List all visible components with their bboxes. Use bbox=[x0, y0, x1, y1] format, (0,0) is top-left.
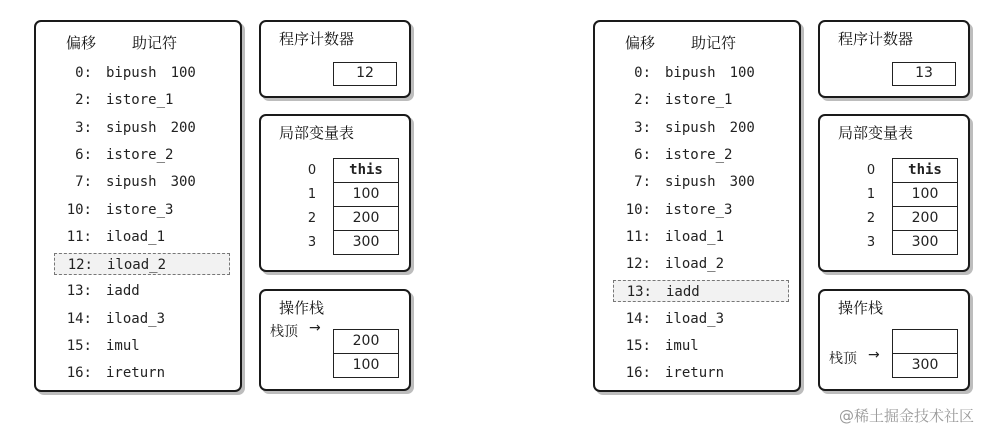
instruction-op bbox=[665, 308, 724, 330]
offset-header: 偏移 bbox=[66, 34, 97, 52]
instruction-row bbox=[54, 62, 230, 84]
mnemonic-header: 助记符 bbox=[691, 34, 737, 52]
local-slot: 200 bbox=[892, 206, 958, 231]
instruction-offset: 15: bbox=[625, 338, 651, 354]
offset-header: 偏移 bbox=[625, 34, 656, 52]
instruction-row bbox=[54, 362, 230, 384]
mnemonic-header: 助记符 bbox=[132, 34, 178, 52]
pc-panel bbox=[818, 20, 970, 98]
instruction-mnemonic: bipush bbox=[106, 65, 157, 81]
instruction-row bbox=[54, 117, 230, 139]
local-slot: 100 bbox=[892, 182, 958, 207]
instruction-row bbox=[613, 62, 789, 84]
instruction-mnemonic: iload_1 bbox=[106, 228, 166, 245]
instruction-row bbox=[54, 199, 230, 221]
locals-panel bbox=[818, 114, 970, 272]
instruction-op bbox=[106, 144, 173, 166]
instruction-offset: 3: bbox=[634, 119, 651, 136]
instruction-row bbox=[54, 335, 230, 357]
instruction-op bbox=[106, 308, 165, 330]
pc-value: 12 bbox=[333, 62, 397, 86]
instruction-offset: 16: bbox=[625, 365, 651, 382]
stack-slot: 300 bbox=[892, 353, 958, 378]
instruction-offset: 13: bbox=[626, 284, 652, 301]
locals-title: 局部变量表 bbox=[279, 124, 355, 142]
instruction-arg: 300 bbox=[170, 174, 196, 191]
stack-title: 操作栈 bbox=[279, 299, 325, 317]
instruction-op bbox=[106, 62, 196, 84]
instruction-offset: 12: bbox=[625, 256, 651, 273]
arrow-icon: → bbox=[868, 347, 880, 363]
stack-slot: 100 bbox=[333, 353, 399, 378]
instruction-offset: 13: bbox=[66, 283, 92, 300]
instruction-arg: 200 bbox=[170, 119, 196, 136]
instruction-op bbox=[665, 117, 755, 139]
stack-top-label: 栈顶 bbox=[270, 324, 298, 340]
instruction-offset: 10: bbox=[66, 201, 92, 218]
locals-title: 局部变量表 bbox=[838, 124, 914, 142]
instruction-offset: 10: bbox=[625, 201, 651, 218]
instruction-arg: 100 bbox=[729, 65, 755, 81]
instruction-offset: 11: bbox=[66, 228, 92, 245]
stack-slot: 200 bbox=[333, 329, 399, 354]
instruction-mnemonic: iload_1 bbox=[665, 228, 725, 245]
local-index: 0 bbox=[307, 163, 317, 178]
instruction-op bbox=[106, 226, 165, 248]
instruction-op bbox=[665, 62, 755, 84]
instruction-offset: 14: bbox=[625, 310, 651, 327]
watermark: @稀土掘金技术社区 bbox=[838, 407, 974, 425]
instruction-mnemonic: ireturn bbox=[665, 365, 725, 382]
instruction-row bbox=[613, 253, 789, 275]
instruction-offset: 2: bbox=[634, 92, 651, 109]
current-instruction-row bbox=[54, 253, 230, 275]
instruction-row bbox=[613, 199, 789, 221]
instruction-row bbox=[54, 144, 230, 166]
local-index: 0 bbox=[866, 163, 876, 178]
local-index: 1 bbox=[307, 187, 317, 202]
instruction-mnemonic: iload_3 bbox=[106, 310, 166, 327]
instruction-mnemonic: istore_1 bbox=[665, 92, 733, 109]
instruction-offset: 3: bbox=[75, 119, 92, 136]
instruction-arg: 100 bbox=[170, 65, 196, 81]
local-slot: 200 bbox=[333, 206, 399, 231]
instruction-mnemonic: iload_3 bbox=[665, 310, 725, 327]
instruction-row bbox=[613, 171, 789, 193]
pc-title: 程序计数器 bbox=[279, 30, 355, 48]
instruction-mnemonic: sipush bbox=[106, 174, 157, 191]
instruction-row bbox=[613, 362, 789, 384]
pc-title: 程序计数器 bbox=[838, 30, 914, 48]
instruction-op bbox=[106, 199, 173, 221]
instruction-mnemonic: istore_2 bbox=[106, 146, 174, 163]
local-slot: this bbox=[892, 158, 958, 183]
stack-slot bbox=[892, 329, 958, 354]
stack-title: 操作栈 bbox=[838, 299, 884, 317]
local-index: 3 bbox=[307, 235, 317, 250]
local-index: 1 bbox=[866, 187, 876, 202]
instruction-op bbox=[665, 226, 724, 248]
instruction-row bbox=[54, 171, 230, 193]
instruction-op bbox=[665, 144, 732, 166]
instruction-mnemonic: bipush bbox=[665, 65, 716, 81]
instruction-mnemonic: istore_3 bbox=[665, 201, 733, 218]
instruction-row bbox=[54, 89, 230, 111]
instruction-mnemonic: sipush bbox=[106, 119, 157, 136]
current-instruction-row bbox=[613, 280, 789, 302]
instruction-op bbox=[107, 254, 166, 276]
instruction-offset: 2: bbox=[75, 92, 92, 109]
bytecode-panel bbox=[593, 20, 801, 392]
instruction-op bbox=[665, 335, 699, 357]
local-slot: 100 bbox=[333, 182, 399, 207]
instruction-offset: 11: bbox=[625, 228, 651, 245]
instruction-mnemonic: istore_1 bbox=[106, 92, 174, 109]
local-index: 2 bbox=[866, 211, 876, 226]
instruction-op bbox=[665, 89, 732, 111]
instruction-mnemonic: imul bbox=[665, 338, 699, 354]
instruction-offset: 16: bbox=[66, 365, 92, 382]
instruction-op bbox=[666, 281, 700, 303]
stack-top-label: 栈顶 bbox=[829, 351, 857, 367]
instruction-mnemonic: iadd bbox=[106, 283, 140, 300]
instruction-mnemonic: sipush bbox=[665, 174, 716, 191]
pc-value: 13 bbox=[892, 62, 956, 86]
instruction-row bbox=[613, 335, 789, 357]
instruction-op bbox=[106, 117, 196, 139]
instruction-op bbox=[106, 280, 140, 302]
instruction-mnemonic: iload_2 bbox=[107, 257, 167, 274]
instruction-mnemonic: istore_2 bbox=[665, 146, 733, 163]
instruction-row bbox=[613, 89, 789, 111]
instruction-offset: 6: bbox=[75, 146, 92, 163]
instruction-offset: 0: bbox=[75, 65, 92, 81]
instruction-op bbox=[106, 362, 165, 384]
instruction-offset: 12: bbox=[67, 257, 93, 274]
instruction-offset: 14: bbox=[66, 310, 92, 327]
instruction-row bbox=[54, 308, 230, 330]
local-index: 3 bbox=[866, 235, 876, 250]
instruction-offset: 7: bbox=[634, 174, 651, 191]
arrow-icon: → bbox=[309, 320, 321, 336]
instruction-row bbox=[54, 226, 230, 248]
instruction-op bbox=[665, 362, 724, 384]
instruction-mnemonic: sipush bbox=[665, 119, 716, 136]
instruction-mnemonic: iadd bbox=[666, 284, 700, 301]
local-index: 2 bbox=[307, 211, 317, 226]
instruction-op bbox=[665, 253, 724, 275]
instruction-op bbox=[106, 335, 140, 357]
instruction-row bbox=[54, 280, 230, 302]
instruction-row bbox=[613, 226, 789, 248]
instruction-offset: 0: bbox=[634, 65, 651, 81]
instruction-offset: 6: bbox=[634, 146, 651, 163]
instruction-op bbox=[665, 199, 732, 221]
stack-panel bbox=[818, 289, 970, 391]
instruction-op bbox=[665, 171, 755, 193]
instruction-offset: 15: bbox=[66, 338, 92, 354]
instruction-row bbox=[613, 144, 789, 166]
local-slot: 300 bbox=[333, 230, 399, 255]
pc-panel bbox=[259, 20, 411, 98]
locals-panel bbox=[259, 114, 411, 272]
instruction-op bbox=[106, 89, 173, 111]
local-slot: this bbox=[333, 158, 399, 183]
instruction-row bbox=[613, 117, 789, 139]
instruction-mnemonic: ireturn bbox=[106, 365, 166, 382]
instruction-arg: 300 bbox=[729, 174, 755, 191]
instruction-mnemonic: iload_2 bbox=[665, 256, 725, 273]
instruction-mnemonic: istore_3 bbox=[106, 201, 174, 218]
instruction-offset: 7: bbox=[75, 174, 92, 191]
instruction-mnemonic: imul bbox=[106, 338, 140, 354]
instruction-row bbox=[613, 308, 789, 330]
instruction-op bbox=[106, 171, 196, 193]
stack-panel bbox=[259, 289, 411, 391]
bytecode-panel bbox=[34, 20, 242, 392]
local-slot: 300 bbox=[892, 230, 958, 255]
instruction-arg: 200 bbox=[729, 119, 755, 136]
